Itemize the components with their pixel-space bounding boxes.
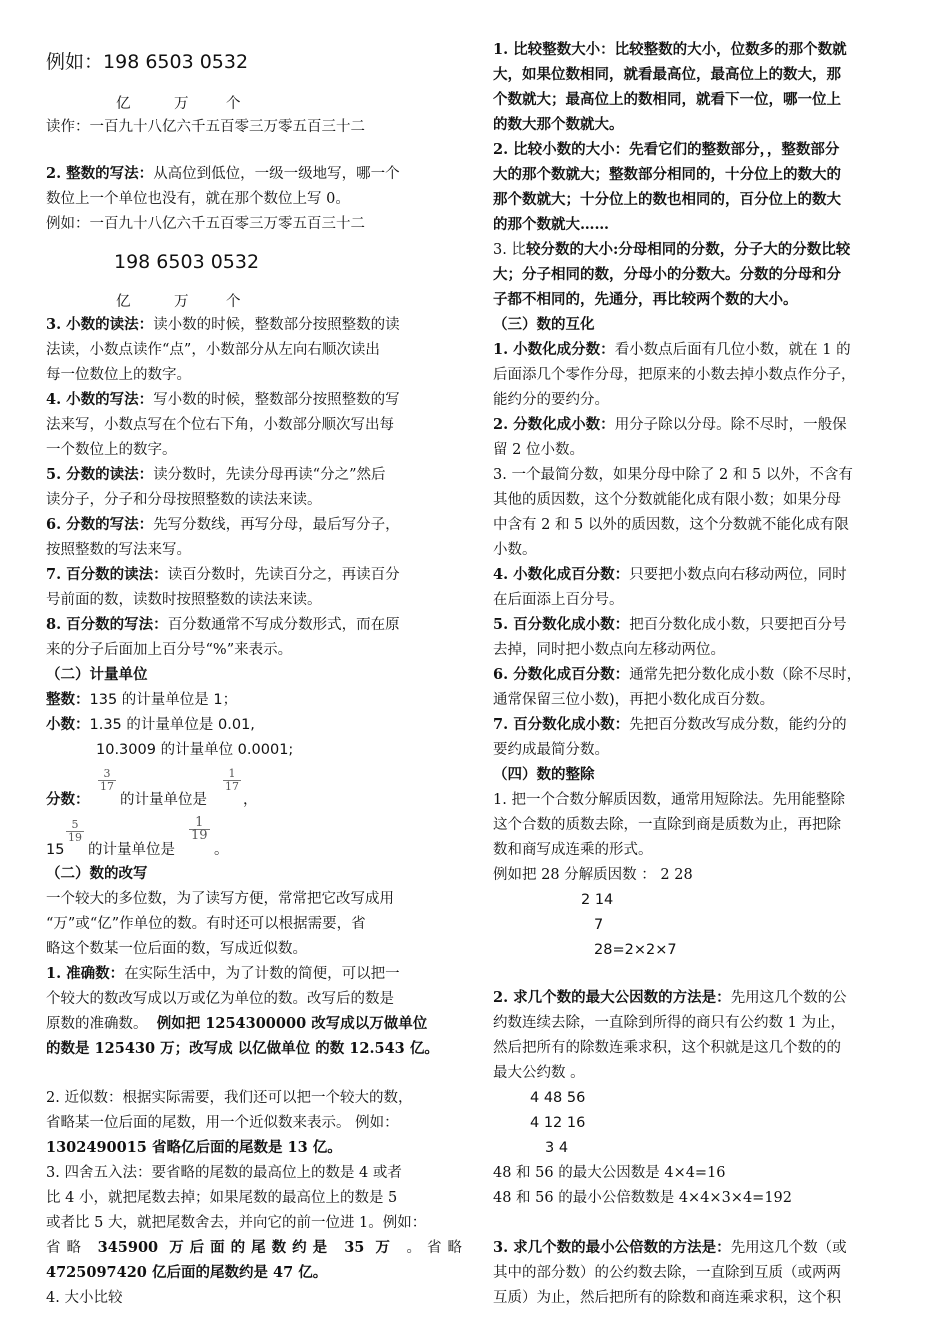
- compare-heading: 4. 大小比较: [46, 1290, 123, 1306]
- pct-read-text: 读百分数时，先读百分之，再读百分: [167, 567, 400, 583]
- unit-wan: 万: [174, 96, 189, 112]
- lcm-line-1: [493, 1238, 847, 1258]
- integer-label: 整数：: [46, 691, 90, 708]
- fraction-unit-text: 的计量单位是: [120, 792, 207, 808]
- lcm-text: 先用这几个数（或: [730, 1240, 847, 1256]
- conv7-heading: 7. 百分数化成小数：: [493, 716, 630, 733]
- conv5-line-2: 去掉，同时把小数点向左移动两位。: [493, 642, 725, 658]
- decimal-unit-line-2: 10.3009 的计量单位 0.0001;: [96, 742, 294, 758]
- conv2-text: 用分子除以分母。除不尽时，一般保: [614, 417, 847, 433]
- gcd-step-3: 3 4: [545, 1140, 569, 1156]
- cmp-dec-line-1: 2. 比较小数的大小：先看它们的整数部分，，整数部分: [493, 141, 840, 158]
- frac-write-line-2: 按照整数的写法来写。: [46, 542, 191, 558]
- int-write-heading: 2. 整数的写法：: [46, 165, 154, 182]
- factor-step-1: 2 14: [581, 892, 614, 908]
- fraction-numerator: 3: [103, 767, 111, 780]
- rounding-line-2: 比 4 小，就把尾数去掉；如果尾数的最高位上的数是 5: [46, 1190, 398, 1206]
- conv5-line-1: [493, 615, 847, 635]
- cmp-int-line-1: 1. 比较整数大小：比较整数的大小，位数多的那个数就: [493, 41, 847, 58]
- cmp-frac-line-3: 子都不相同的，先通分，再比较两个数的大小。: [493, 291, 798, 308]
- decimal-label: 小数：: [46, 716, 90, 733]
- frac-read-heading: 5. 分数的读法：: [46, 466, 154, 483]
- factor-line-3: 数和商写成连乘的形式。: [493, 842, 653, 858]
- unit-yi-2: 亿: [116, 294, 131, 310]
- unit-yi: 亿: [116, 96, 131, 112]
- conv6-text: 通常先把分数化成小数（除不尽时，: [629, 667, 862, 683]
- gcd-heading: 2. 求几个数的最大公因数的方法是：: [493, 989, 731, 1006]
- gcd-line-2: 约数连续去除，一直除到所得的商只有公约数 1 为止，: [493, 1015, 845, 1031]
- rewrite-line-2: “万”或“亿”作单位的数。有时还可以根据需要，省: [46, 916, 366, 932]
- example-2-number: 198 6503 0532: [114, 251, 260, 273]
- frac-write-line-1: [46, 515, 400, 535]
- cmp-dec-line-3: 那个数就大；十分位上的数也相同的，百分位上的数大: [493, 191, 841, 208]
- dec-write-heading: 4. 小数的写法：: [46, 391, 154, 408]
- exact-line-1: [46, 964, 400, 984]
- dec-write-line-3: 一个数位上的数字。: [46, 442, 177, 458]
- fraction-label: 分数：: [46, 791, 90, 808]
- unit-ge: 个: [226, 96, 241, 112]
- factor-example: 例如把 28 分解质因数 ： 2 28: [493, 867, 693, 883]
- example-label: 例如：: [46, 51, 104, 73]
- factor-step-2: 7: [594, 917, 604, 933]
- gcd-text: 先用这几个数的公: [730, 990, 847, 1006]
- decimal-unit-text-1: 1.35 的计量单位是 0.01,: [89, 717, 255, 733]
- pct-write-text: 百分数通常不写成分数形式，而在原: [167, 617, 400, 633]
- fraction-1-19: [189, 817, 210, 842]
- approx-line-3: 1302490015 省略亿后面的尾数是 13 亿。: [46, 1139, 342, 1156]
- pct-write-line-1: [46, 615, 400, 635]
- dec-read-line-2: 法读，小数点读作“点”，小数部分从左向右顺次读出: [46, 342, 380, 358]
- rewrite-line-3: 略这个数某一位后面的数，写成近似数。: [46, 941, 307, 957]
- fraction-unit-line: [46, 790, 90, 810]
- cmp-dec-line-4: 的那个数就大……: [493, 216, 609, 233]
- fraction-denominator: 19: [68, 831, 82, 844]
- conv7-line-2: 要约成最简分数。: [493, 742, 609, 758]
- frac-read-line-1: [46, 465, 386, 485]
- dec-write-line-1: [46, 390, 400, 410]
- int-write-text: 从高位到低位，一级一级地写，哪一个: [153, 166, 400, 182]
- conv6-line-1: [493, 665, 861, 685]
- frac-read-line-2: 读分子，分子和分母按照整数的读法来读。: [46, 492, 322, 508]
- exact-heading: 1. 准确数：: [46, 965, 125, 982]
- rounding-text-c: 。省略: [406, 1240, 463, 1256]
- fraction-denominator: 19: [191, 828, 208, 843]
- fraction-3-17: [98, 768, 116, 793]
- factor-result: 28=2×2×7: [594, 942, 677, 958]
- conv4-line-1: [493, 565, 847, 585]
- example-2: 例如：一百九十八亿六千五百零三万零五百三十二: [46, 216, 365, 232]
- conv1-heading: 1. 小数化成分数：: [493, 341, 615, 358]
- rounding-line-3: 或者比 5 大，就把尾数舍去，并向它的前一位进 1。例如：: [46, 1215, 427, 1231]
- rounding-line-1: 3. 四舍五入法：要省略的尾数的最高位上的数是 4 或者: [46, 1165, 402, 1181]
- gcd-line-1: [493, 988, 847, 1008]
- fraction-numerator: 1: [228, 767, 236, 780]
- cmp-int-line-4: 的数大那个数就大。: [493, 116, 624, 133]
- conv3-line-4: 小数。: [493, 542, 537, 558]
- pct-read-line-2: 号前面的数，读数时按照整数的读法来读。: [46, 592, 322, 608]
- fraction-denominator: 17: [100, 780, 114, 793]
- dec-read-heading: 3. 小数的读法：: [46, 316, 154, 333]
- conv1-line-3: 能约分的要约分。: [493, 392, 609, 408]
- factor-line-2: 这个合数的质数去除，一直除到商是质数为止，再把除: [493, 817, 841, 833]
- approx-line-2: 省略某一位后面的尾数，用一个近似数来表示。 例如：: [46, 1115, 399, 1131]
- rewrite-line-1: 一个较大的多位数，为了读写方便，常常把它改写成用: [46, 891, 394, 907]
- cmp-frac-line-2: 大；分子相同的数，分母小的分数大。分数的分母和分: [493, 266, 841, 283]
- section-units-heading: （二）计量单位: [46, 666, 148, 683]
- fraction-numerator: 1: [195, 815, 204, 830]
- conv3-line-2: 其他的质因数，这个分数就能化成有限小数；如果分母: [493, 492, 841, 508]
- exact-example: 例如把 1254300000 改写成以万做单位: [156, 1015, 428, 1032]
- pct-write-heading: 8. 百分数的写法：: [46, 616, 168, 633]
- rounding-text-a: 省略: [46, 1240, 87, 1256]
- fraction-numerator: 5: [71, 818, 79, 831]
- integer-unit-line: [46, 690, 237, 710]
- conv2-heading: 2. 分数化成小数：: [493, 416, 615, 433]
- fraction-denominator: 17: [225, 780, 239, 793]
- int-write-line-2: 数位上一个单位也没有，就在那个数位上写 0。: [46, 191, 350, 207]
- conv6-heading: 6. 分数化成百分数：: [493, 666, 630, 683]
- dec-read-line-3: 每一位数位上的数字。: [46, 367, 191, 383]
- fraction-comma: ，: [243, 792, 258, 808]
- gcd-step-2: 4 12 16: [530, 1115, 586, 1131]
- cmp-frac-text: 较分数的大小:分母相同的分数，分子大的分数比较: [525, 241, 851, 258]
- conv7-text: 先把百分数改写成分数，能约分的: [629, 717, 847, 733]
- conv1-text: 看小数点后面有几位小数，就在 1 的: [614, 342, 851, 358]
- conv1-line-1: [493, 340, 851, 360]
- gcd-step-1: 4 48 56: [530, 1090, 586, 1106]
- section-divisibility-heading: （四）数的整除: [493, 766, 595, 783]
- section-rewrite-heading: （二）数的改写: [46, 865, 148, 882]
- pct-read-heading: 7. 百分数的读法：: [46, 566, 168, 583]
- dec-write-line-2: 法来写，小数点写在个位右下角，小数部分顺次写出每: [46, 417, 394, 433]
- frac-read-text: 读分数时，先读分母再读“分之”然后: [153, 467, 386, 483]
- decimal-unit-line-1: [46, 715, 255, 735]
- frac-write-text: 先写分数线，再写分母，最后写分子，: [153, 517, 400, 533]
- fraction-1-17: [223, 768, 241, 793]
- rounding-line-4: [46, 1238, 462, 1258]
- conv4-line-2: 在后面添上百分号。: [493, 592, 624, 608]
- mixed-unit-text: 的计量单位是: [88, 842, 175, 858]
- cmp-int-line-3: 个数就大；最高位上的数相同，就看下一位，哪一位上: [493, 91, 841, 108]
- exact-text-3: 原数的准确数。: [46, 1016, 148, 1032]
- conv6-line-2: 通常保留三位小数)，再把小数化成百分数。: [493, 692, 775, 708]
- exact-line-3: [46, 1014, 427, 1034]
- rounding-example: 345900 万后面的尾数约是 35 万: [97, 1239, 396, 1256]
- conv5-heading: 5. 百分数化成小数：: [493, 616, 630, 633]
- conv4-text: 只要把小数点向右移动两位，同时: [629, 567, 847, 583]
- gcd-line-4: 最大公约数 。: [493, 1065, 585, 1081]
- unit-wan-2: 万: [174, 294, 189, 310]
- conv4-heading: 4. 小数化成百分数：: [493, 566, 630, 583]
- integer-unit-text: 135 的计量单位是 1；: [89, 692, 238, 708]
- approx-line-1: 2. 近似数：根据实际需要，我们还可以把一个较大的数，: [46, 1090, 413, 1106]
- example-number: 198 6503 0532: [103, 51, 249, 73]
- gcd-result: 48 和 56 的最大公因数是 4×4=16: [493, 1165, 726, 1181]
- conv3-line-3: 中含有 2 和 5 以外的质因数，这个分数就不能化成有限: [493, 517, 849, 533]
- lcm-result: 48 和 56 的最小公倍数数是 4×4×3×4=192: [493, 1190, 793, 1206]
- exact-line-4: 的数是 125430 万；改写成 以亿做单位 的数 12.543 亿。: [46, 1040, 439, 1057]
- cmp-frac-line-1: [493, 240, 850, 260]
- lcm-line-2: 其中的部分数）的公约数去除，一直除到互质（或两两: [493, 1265, 841, 1281]
- gcd-line-3: 然后把所有的除数连乘求积，这个积就是这几个数的的: [493, 1040, 841, 1056]
- factor-line-1: 1. 把一个合数分解质因数，通常用短除法。先用能整除: [493, 792, 845, 808]
- cmp-frac-number: 3. 比: [493, 242, 526, 258]
- exact-text: 在实际生活中，为了计数的简便，可以把一: [124, 966, 400, 982]
- lcm-heading: 3. 求几个数的最小公倍数的方法是：: [493, 1239, 731, 1256]
- pct-write-line-2: 来的分子后面加上百分号“%”来表示。: [46, 642, 293, 658]
- example-1: [46, 52, 248, 72]
- fraction-5-19: [66, 819, 84, 844]
- dec-read-line-1: [46, 315, 400, 335]
- mixed-period: 。: [214, 842, 229, 858]
- rounding-line-5: 4725097420 亿后面的尾数约是 47 亿。: [46, 1264, 328, 1281]
- mixed-integer: 15: [46, 842, 65, 858]
- conv2-line-1: [493, 415, 847, 435]
- cmp-dec-line-2: 大的那个数就大；整数部分相同的，十分位上的数大的: [493, 166, 841, 183]
- lcm-line-3: 互质）为止，然后把所有的除数和商连乘求积，这个积: [493, 1290, 841, 1306]
- frac-write-heading: 6. 分数的写法：: [46, 516, 154, 533]
- dec-write-text: 写小数的时候，整数部分按照整数的写: [153, 392, 400, 408]
- conv1-line-2: 后面添几个零作分母，把原来的小数去掉小数点作分子，: [493, 367, 856, 383]
- pct-read-line-1: [46, 565, 400, 585]
- conv5-text: 把百分数化成小数，只要把百分号: [629, 617, 847, 633]
- conv3-line-1: 3. 一个最简分数，如果分母中除了 2 和 5 以外，不含有: [493, 467, 853, 483]
- section-conversion-heading: （三）数的互化: [493, 316, 595, 333]
- unit-ge-2: 个: [226, 294, 241, 310]
- int-write-line-1: [46, 164, 400, 184]
- dec-read-text: 读小数的时候，整数部分按照整数的读: [153, 317, 400, 333]
- reading-line: 读作：一百九十八亿六千五百零三万零五百三十二: [46, 119, 365, 135]
- conv7-line-1: [493, 715, 847, 735]
- exact-line-2: 个较大的数改写成以万或亿为单位的数。改写后的数是: [46, 991, 394, 1007]
- cmp-int-line-2: 大，如果位数相同，就看最高位，最高位上的数大，那: [493, 66, 841, 83]
- conv2-line-2: 留 2 位小数。: [493, 442, 584, 458]
